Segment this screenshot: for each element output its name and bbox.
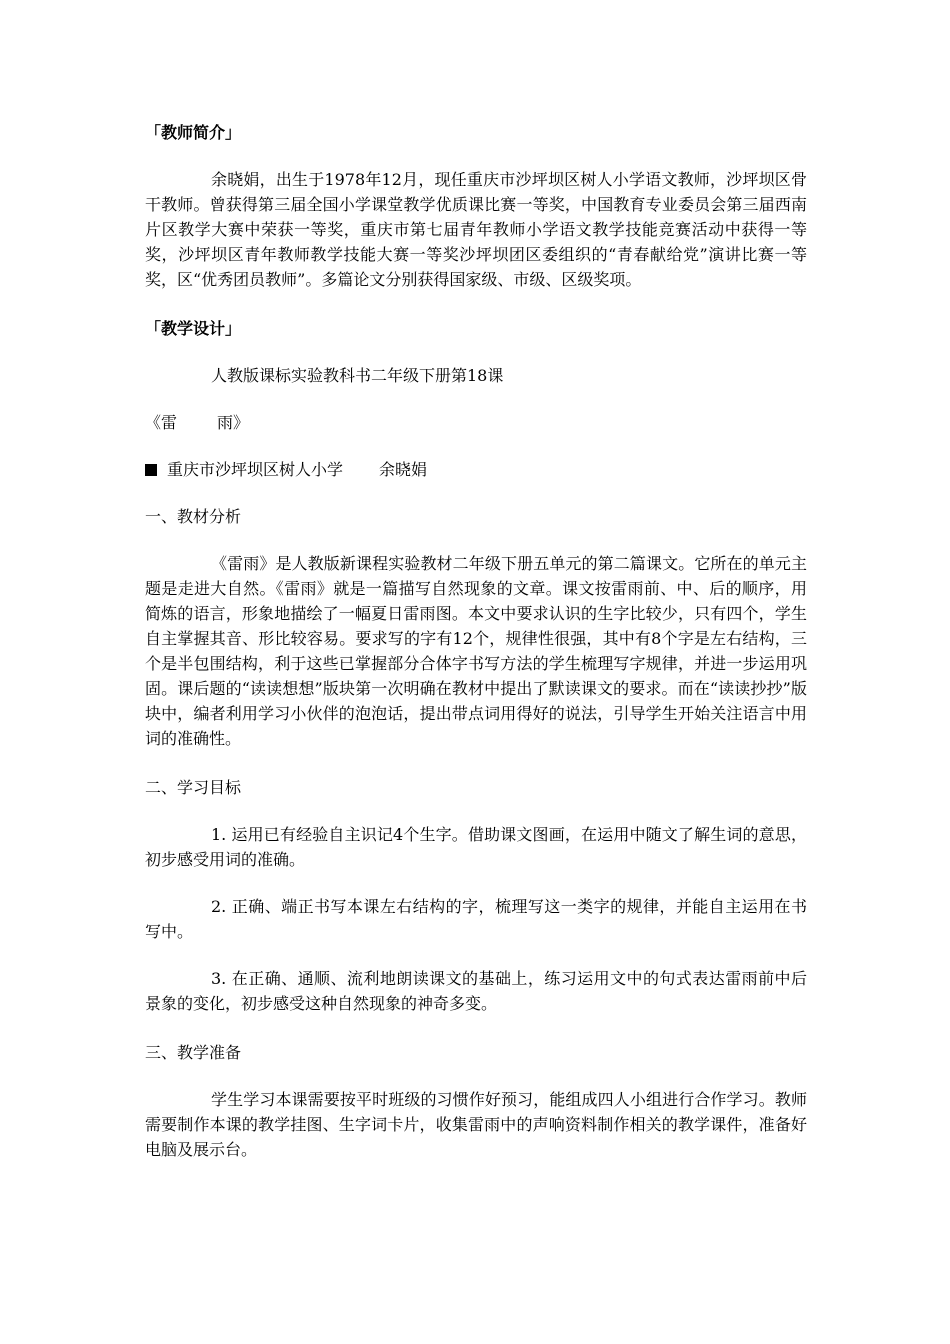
lesson-title <box>145 410 807 435</box>
lesson-title-open: 《雷 <box>145 413 178 432</box>
author-name: 余晓娟 <box>379 460 428 479</box>
teacher-intro-heading: 「教师简介」 <box>145 123 242 142</box>
preparation-paragraph: 学生学习本课需要按平时班级的习惯作好预习，能组成四人小组进行合作学习。教师需要制作本课的教学挂图、生字词卡片，收集雷雨中的声响资料制作相关的教学课件，准备好电脑及展示台。 <box>145 1090 807 1159</box>
school-name: 重庆市沙坪坝区树人小学 <box>167 460 344 479</box>
textbook-line: 人教版课标实验教科书二年级下册第18课 <box>211 366 504 385</box>
analysis-heading: 一、教材分析 <box>145 507 242 526</box>
preparation-heading: 三、教学准备 <box>145 1043 242 1062</box>
document-page <box>145 120 807 1162</box>
goals-heading: 二、学习目标 <box>145 778 242 797</box>
goal-item-1: 1. 运用已有经验自主识记4个生字。借助课文图画，在运用中随文了解生词的意思，初步感受用词的准确。 <box>145 825 807 869</box>
lesson-title-close: 雨》 <box>217 413 250 432</box>
author-line <box>145 457 807 482</box>
teaching-design-heading: 「教学设计」 <box>145 319 242 338</box>
analysis-paragraph: 《雷雨》是人教版新课程实验教材二年级下册五单元的第二篇课文。它所在的单元主题是走进大自然。《雷雨》就是一篇描写自然现象的文章。课文按雷雨前、中、后的顺序，用简炼的语言，形象地描绘了一幅夏日雷雨图。本文中要求认识的生字比较少，只有四个，学生自主掌握其音、形比较容易。要求写的字有12个，规律性很强，其中有8个字是左右结构，三个是半包围结构，利于这些已掌握部分合体字书写方法的学生梳理写字规律，并进一步运用巩固。课后题的“读读想想”版块第一次明确在教材中提出了默读课文的要求。而在“读读抄抄”版块中，编者利用学习小伙伴的泡泡话，提出带点词用得好的说法，引导学生开始关注语言中用词的准确性。 <box>145 554 807 748</box>
goal-item-3: 3. 在正确、通顺、流利地朗读课文的基础上，练习运用文中的句式表达雷雨前中后景象的变化，初步感受这种自然现象的神奇多变。 <box>145 969 807 1013</box>
goal-item-2: 2. 正确、端正书写本课左右结构的字，梳理写这一类字的规律，并能自主运用在书写中。 <box>145 897 807 941</box>
black-square-icon <box>145 464 157 476</box>
teacher-intro-paragraph: 余晓娟，出生于1978年12月，现任重庆市沙坪坝区树人小学语文教师，沙坪坝区骨干教师。曾获得第三届全国小学课堂教学优质课比赛一等奖，中国教育专业委员会第三届西南片区教学大赛中荣获一等奖，重庆市第七届青年教师小学语文教学技能竞赛活动中获得一等奖，沙坪坝区青年教师教学技能大赛一等奖沙坪坝团区委组织的“青春献给党”演讲比赛一等奖，区“优秀团员教师”。多篇论文分别获得国家级、市级、区级奖项。 <box>145 170 807 289</box>
